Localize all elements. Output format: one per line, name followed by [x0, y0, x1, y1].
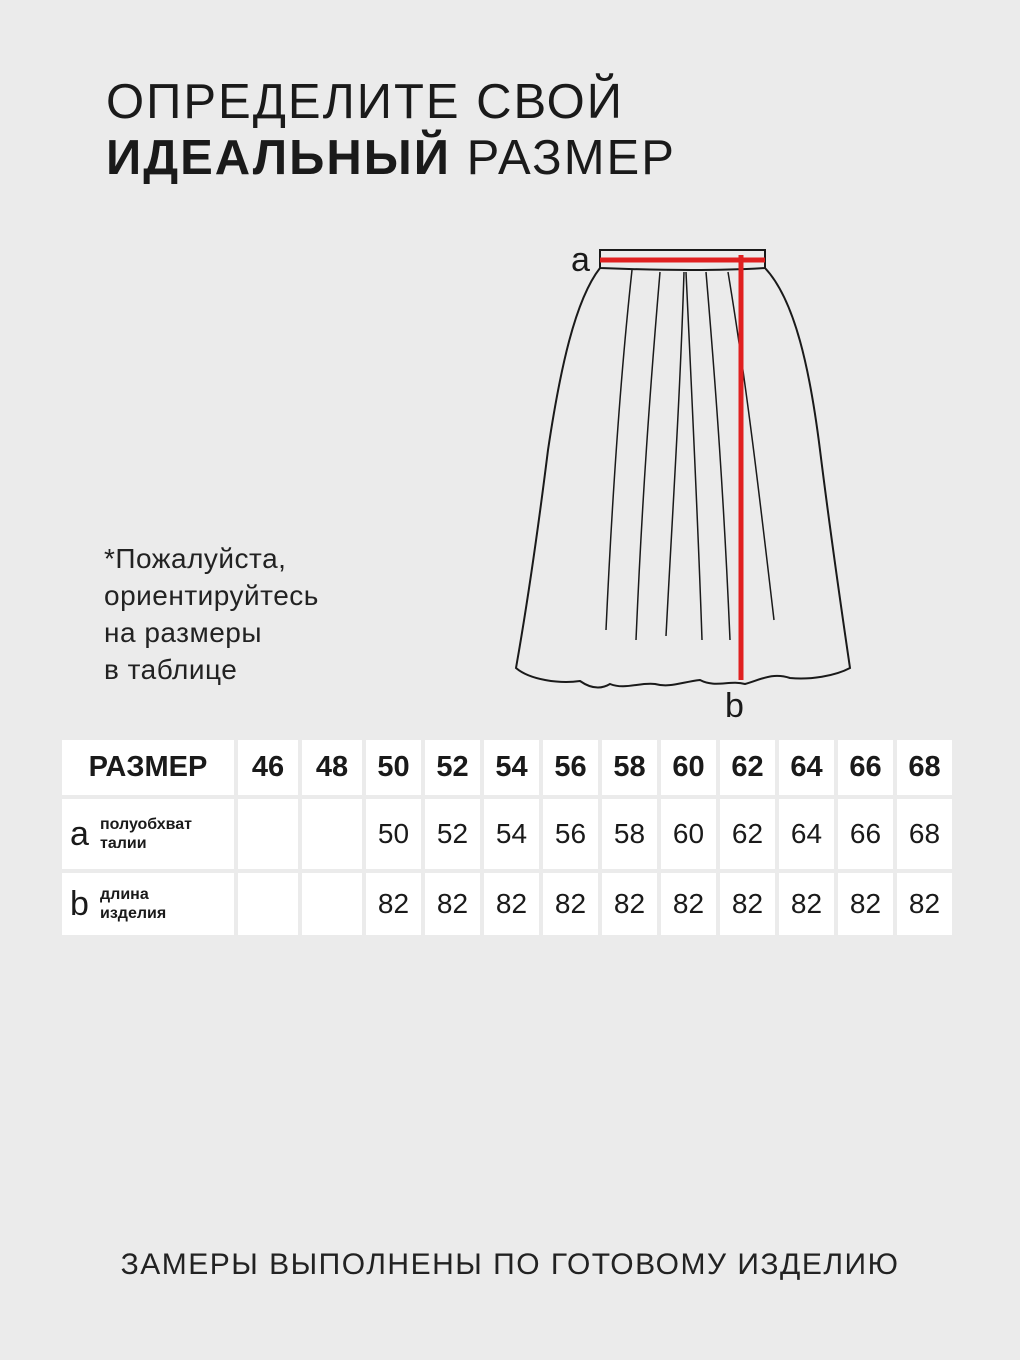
table-cell: 60 — [661, 799, 716, 869]
table-cell: 82 — [720, 873, 775, 935]
measurement-footer: ЗАМЕРЫ ВЫПОЛНЕНЫ ПО ГОТОВОМУ ИЗДЕЛИЮ — [120, 1248, 900, 1281]
table-row — [62, 873, 952, 935]
size-header-cell: 48 — [302, 740, 362, 795]
size-header-cell: 52 — [425, 740, 480, 795]
table-cell: 82 — [779, 873, 834, 935]
size-header-cell: 58 — [602, 740, 657, 795]
size-header-cell: 46 — [238, 740, 298, 795]
row-label-line: полуобхват — [100, 816, 193, 833]
table-cell: 62 — [720, 799, 775, 869]
label-a: a — [571, 241, 590, 279]
table-cell: 82 — [425, 873, 480, 935]
table-cell: 58 — [602, 799, 657, 869]
table-cell: 50 — [366, 799, 421, 869]
note-line: в таблице — [104, 654, 238, 685]
table-cell — [302, 873, 362, 935]
size-header-cell: 50 — [366, 740, 421, 795]
row-b-label — [62, 873, 234, 935]
note-line: на размеры — [104, 617, 263, 648]
size-header-cell: 56 — [543, 740, 598, 795]
size-header-label: РАЗМЕР — [62, 740, 234, 795]
note-line: ориентируйтесь — [104, 580, 319, 611]
table-cell: 68 — [897, 799, 952, 869]
note-line: *Пожалуйста, — [104, 543, 287, 574]
table-cell: 56 — [543, 799, 598, 869]
row-letter: b — [70, 885, 89, 923]
table-row — [62, 799, 952, 869]
size-header-cell: 68 — [897, 740, 952, 795]
row-letter: a — [70, 815, 89, 853]
page-title — [106, 74, 676, 186]
table-cell: 52 — [425, 799, 480, 869]
table-cell — [238, 799, 298, 869]
title-line-2 — [106, 130, 676, 186]
size-note — [104, 540, 319, 688]
row-label-line: изделия — [100, 905, 167, 922]
table-cell — [302, 799, 362, 869]
table-cell: 82 — [602, 873, 657, 935]
size-header-cell: 60 — [661, 740, 716, 795]
size-header-cell: 62 — [720, 740, 775, 795]
table-cell: 82 — [661, 873, 716, 935]
table-cell: 82 — [838, 873, 893, 935]
label-b: b — [725, 687, 744, 725]
table-cell: 66 — [838, 799, 893, 869]
table-cell: 54 — [484, 799, 539, 869]
table-cell: 82 — [484, 873, 539, 935]
size-header-row — [62, 740, 952, 795]
skirt-body — [516, 268, 850, 688]
table-cell: 64 — [779, 799, 834, 869]
table-cell: 82 — [897, 873, 952, 935]
table-cell: 82 — [543, 873, 598, 935]
size-header-cell: 66 — [838, 740, 893, 795]
row-a-label — [62, 799, 234, 869]
skirt-diagram — [505, 230, 865, 730]
size-table — [58, 736, 956, 939]
table-cell: 82 — [366, 873, 421, 935]
row-label-line: талии — [100, 835, 147, 852]
size-header-cell: 54 — [484, 740, 539, 795]
skirt-pleats — [606, 270, 774, 640]
size-header-cell: 64 — [779, 740, 834, 795]
title-bold-word: ИДЕАЛЬНЫЙ — [106, 131, 451, 185]
row-label-line: длина — [100, 886, 149, 903]
title-rest: РАЗМЕР — [450, 131, 676, 185]
title-line-1: ОПРЕДЕЛИТЕ СВОЙ — [106, 75, 624, 129]
table-cell — [238, 873, 298, 935]
